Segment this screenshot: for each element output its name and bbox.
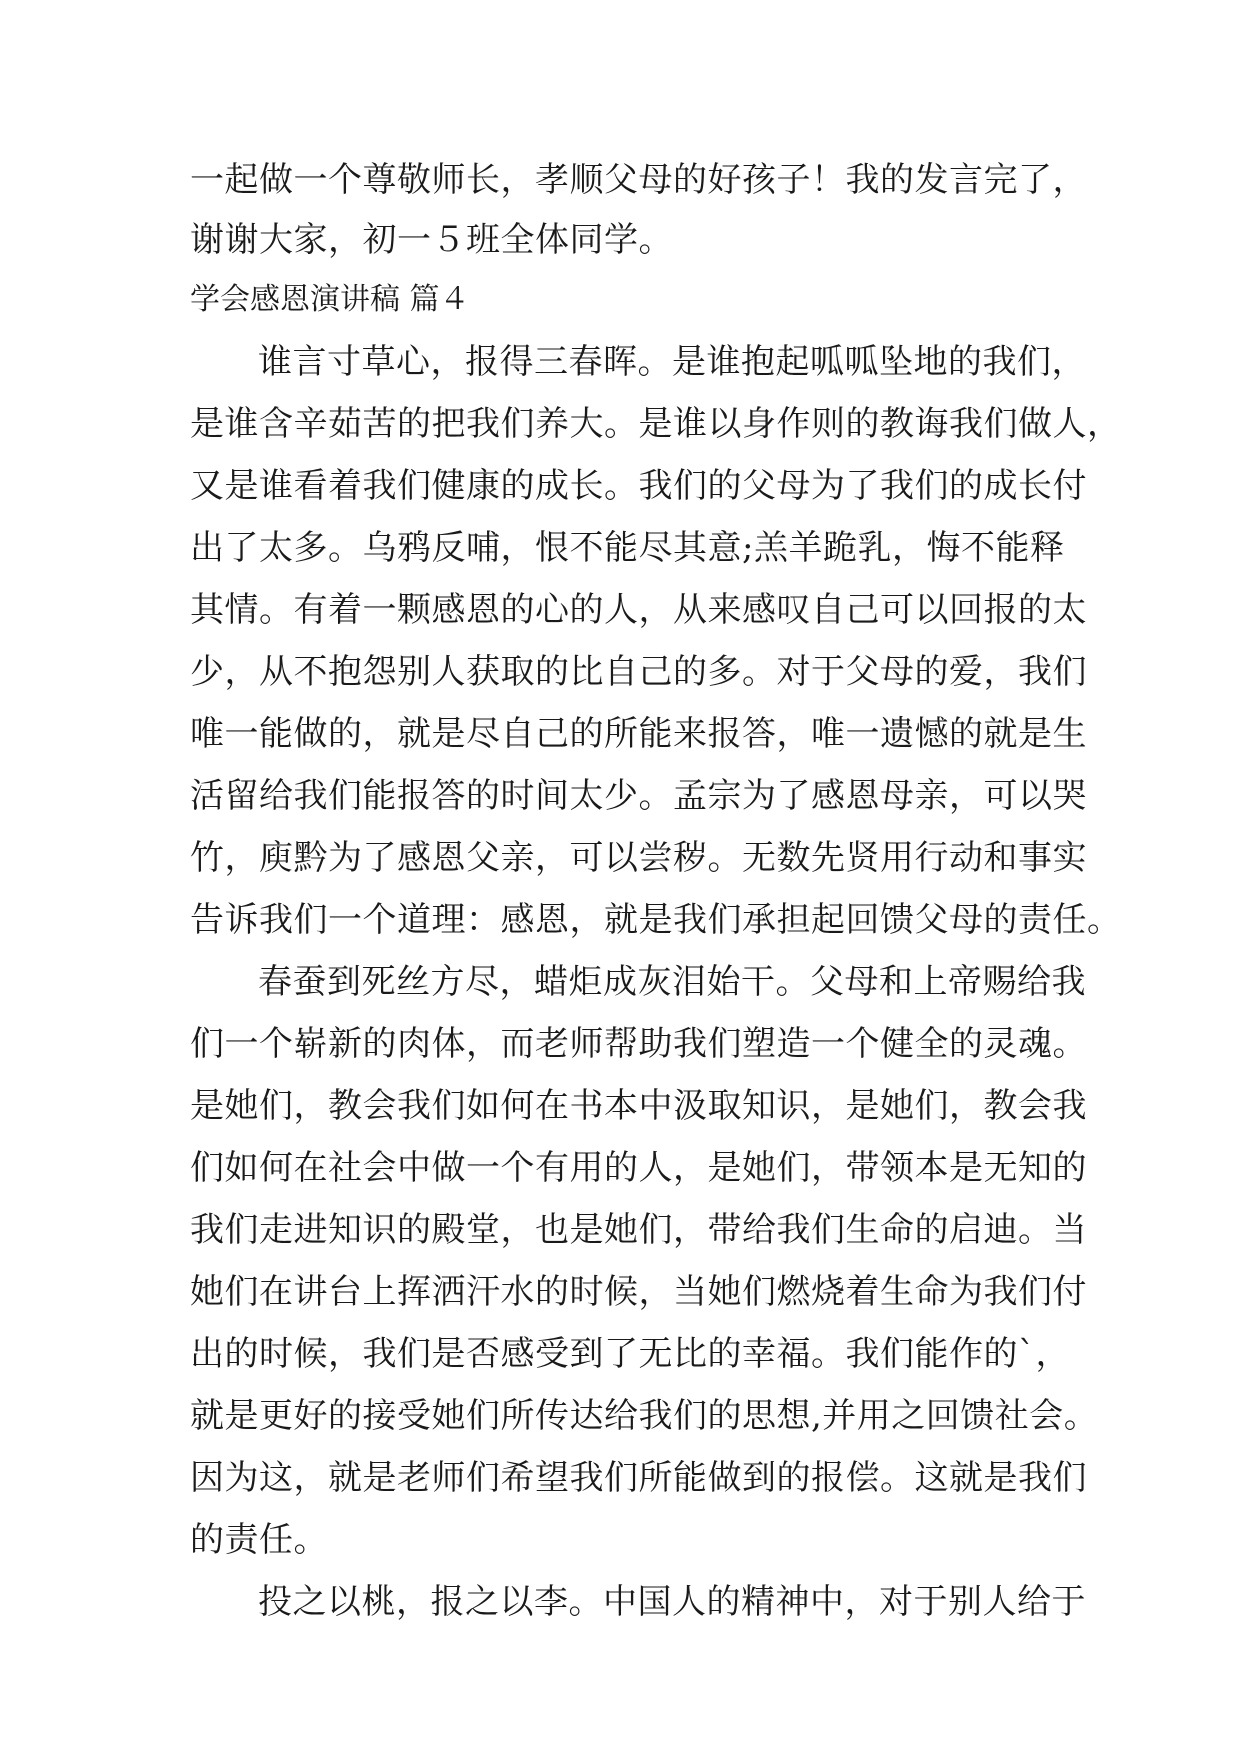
text-line: 出的时候，我们是否感受到了无比的幸福。我们能作的`， [190, 1334, 1070, 1374]
text-line: 唯一能做的，就是尽自己的所能来报答，唯一遗憾的就是生 [190, 714, 1087, 754]
text-line: 们如何在社会中做一个有用的人，是她们，带领本是无知的 [190, 1148, 1087, 1188]
paragraph-start-line: 春蚕到死丝方尽，蜡炬成灰泪始干。父母和上帝赐给我 [258, 962, 1086, 1002]
text-line: 又是谁看着我们健康的成长。我们的父母为了我们的成长付 [190, 466, 1087, 506]
text-line: 就是更好的接受她们所传达给我们的思想,并用之回馈社会。 [190, 1396, 1099, 1436]
text-line: 活留给我们能报答的时间太少。孟宗为了感恩母亲，可以哭 [190, 776, 1087, 816]
text-line: 我们走进知识的殿堂，也是她们，带给我们生命的启迪。当 [190, 1210, 1087, 1250]
text-line: 谢谢大家，初一５班全体同学。 [190, 220, 673, 260]
section-heading: 学会感恩演讲稿 篇４ [190, 282, 470, 317]
text-line: 告诉我们一个道理：感恩，就是我们承担起回馈父母的责任。 [190, 900, 1122, 940]
text-line: 们一个崭新的肉体，而老师帮助我们塑造一个健全的灵魂。 [190, 1024, 1087, 1064]
text-line: 是她们，教会我们如何在书本中汲取知识，是她们，教会我 [190, 1086, 1087, 1126]
text-line: 竹，庾黔为了感恩父亲，可以尝秽。无数先贤用行动和事实 [190, 838, 1087, 878]
text-line: 她们在讲台上挥洒汗水的时候，当她们燃烧着生命为我们付 [190, 1272, 1087, 1312]
text-line: 其情。有着一颗感恩的心的人，从来感叹自己可以回报的太 [190, 590, 1087, 630]
text-line: 少，从不抱怨别人获取的比自己的多。对于父母的爱，我们 [190, 652, 1087, 692]
text-line: 是谁含辛茹苦的把我们养大。是谁以身作则的教诲我们做人， [190, 404, 1122, 444]
text-line: 的责任。 [190, 1520, 328, 1560]
paragraph-start-line: 投之以桃，报之以李。中国人的精神中，对于别人给于 [258, 1582, 1086, 1622]
text-line: 出了太多。乌鸦反哺，恨不能尽其意;羔羊跪乳，悔不能释 [190, 528, 1065, 568]
text-line: 一起做一个尊敬师长，孝顺父母的好孩子！我的发言完了， [190, 160, 1087, 200]
paragraph-start-line: 谁言寸草心，报得三春晖。是谁抱起呱呱坠地的我们， [258, 342, 1086, 382]
text-line: 因为这，就是老师们希望我们所能做到的报偿。这就是我们 [190, 1458, 1087, 1498]
